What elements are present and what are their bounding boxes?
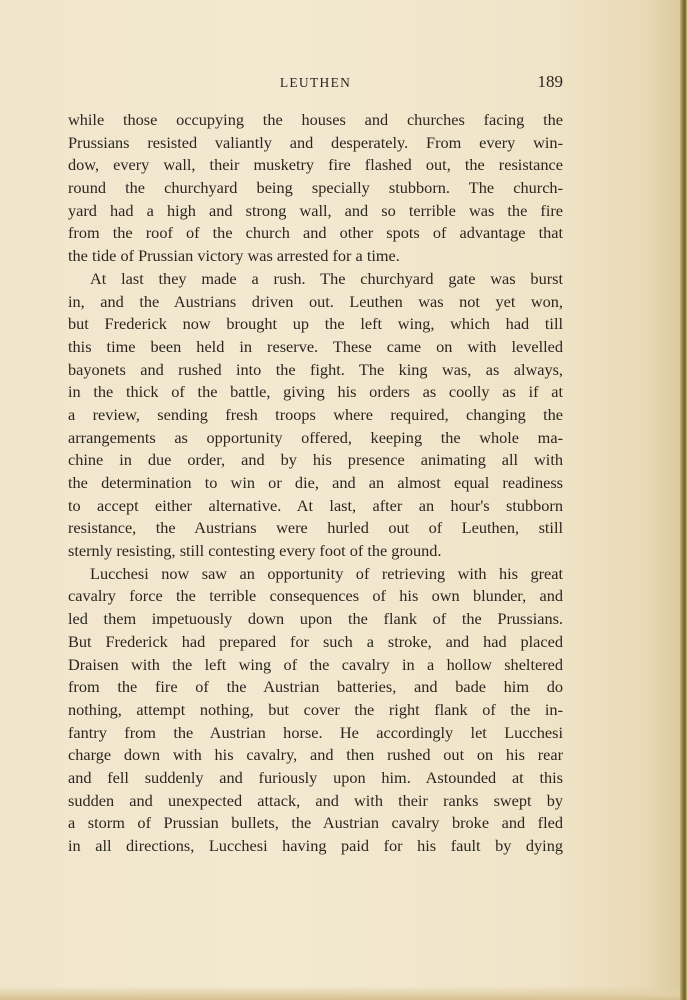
text-line: in, and the Austrians driven out. Leuthen was not yet won, xyxy=(68,291,563,311)
text-line: led them impetuously down upon the flank of the Prussians. xyxy=(68,609,563,629)
text-line: the tide of Prussian victory was arrested for a time. xyxy=(68,246,400,266)
text-line: a review, sending fresh troops where required, changing the xyxy=(68,404,563,424)
text-line: nothing, attempt nothing, but cover the right flank of the in- xyxy=(68,699,563,719)
text-line: dow, every wall, their musketry fire flashed out, the resistance xyxy=(68,155,563,175)
text-line: from the fire of the Austrian batteries, and bade him do xyxy=(68,677,563,697)
text-line: in the thick of the battle, giving his orders as coolly as if at xyxy=(68,382,563,402)
page-number: 189 xyxy=(537,72,563,91)
text-line: while those occupying the houses and churches facing the xyxy=(68,110,563,129)
chapter-title: LEUTHEN xyxy=(279,75,352,90)
body-text xyxy=(68,109,563,858)
text-line: But Frederick had prepared for such a stroke, and had placed xyxy=(68,631,563,651)
text-line: arrangements as opportunity offered, keeping the whole ma- xyxy=(68,427,563,447)
text-line: to accept either alternative. At last, after an hour's stubborn xyxy=(68,495,563,515)
text-line: Draisen with the left wing of the cavalry in a hollow sheltered xyxy=(68,654,563,674)
text-line: chine in due order, and by his presence animating all with xyxy=(68,450,563,470)
text-line: from the roof of the church and other spots of advantage that xyxy=(68,223,563,243)
text-line: cavalry force the terrible consequences of his own blunder, and xyxy=(68,586,563,606)
text-line: Lucchesi now saw an opportunity of retrieving with his great xyxy=(90,563,563,583)
page-bottom-edge xyxy=(0,986,687,1000)
text-line: At last they made a rush. The churchyard gate was burst xyxy=(90,268,563,288)
text-line: the determination to win or die, and an almost equal readiness xyxy=(68,473,563,492)
text-line: charge down with his cavalry, and then rushed out on his rear xyxy=(68,745,563,765)
text-line: and fell suddenly and furiously upon him. Astounded at this xyxy=(68,767,563,787)
running-head xyxy=(68,72,563,94)
text-line: Prussians resisted valiantly and desperately. From every win- xyxy=(68,132,563,152)
text-line: resistance, the Austrians were hurled out of Leuthen, still xyxy=(68,518,563,538)
text-line: but Frederick now brought up the left wing, which had till xyxy=(68,314,563,334)
text-line: yard had a high and strong wall, and so terrible was the fire xyxy=(68,200,563,220)
text-line: sternly resisting, still contesting every foot of the ground. xyxy=(68,541,442,561)
text-line: this time been held in reserve. These came on with levelled xyxy=(68,336,563,356)
text-line: bayonets and rushed into the fight. The king was, as always, xyxy=(68,359,563,379)
text-line: round the churchyard being specially stubborn. The church- xyxy=(68,178,563,198)
text-line: a storm of Prussian bullets, the Austrian cavalry broke and fled xyxy=(68,813,563,833)
text-line: in all directions, Lucchesi having paid for his fault by dying xyxy=(68,836,563,855)
text-line: sudden and unexpected attack, and with their ranks swept by xyxy=(68,790,563,810)
page-right-edge xyxy=(680,0,687,1000)
text-line: fantry from the Austrian horse. He accordingly let Lucchesi xyxy=(68,722,563,742)
